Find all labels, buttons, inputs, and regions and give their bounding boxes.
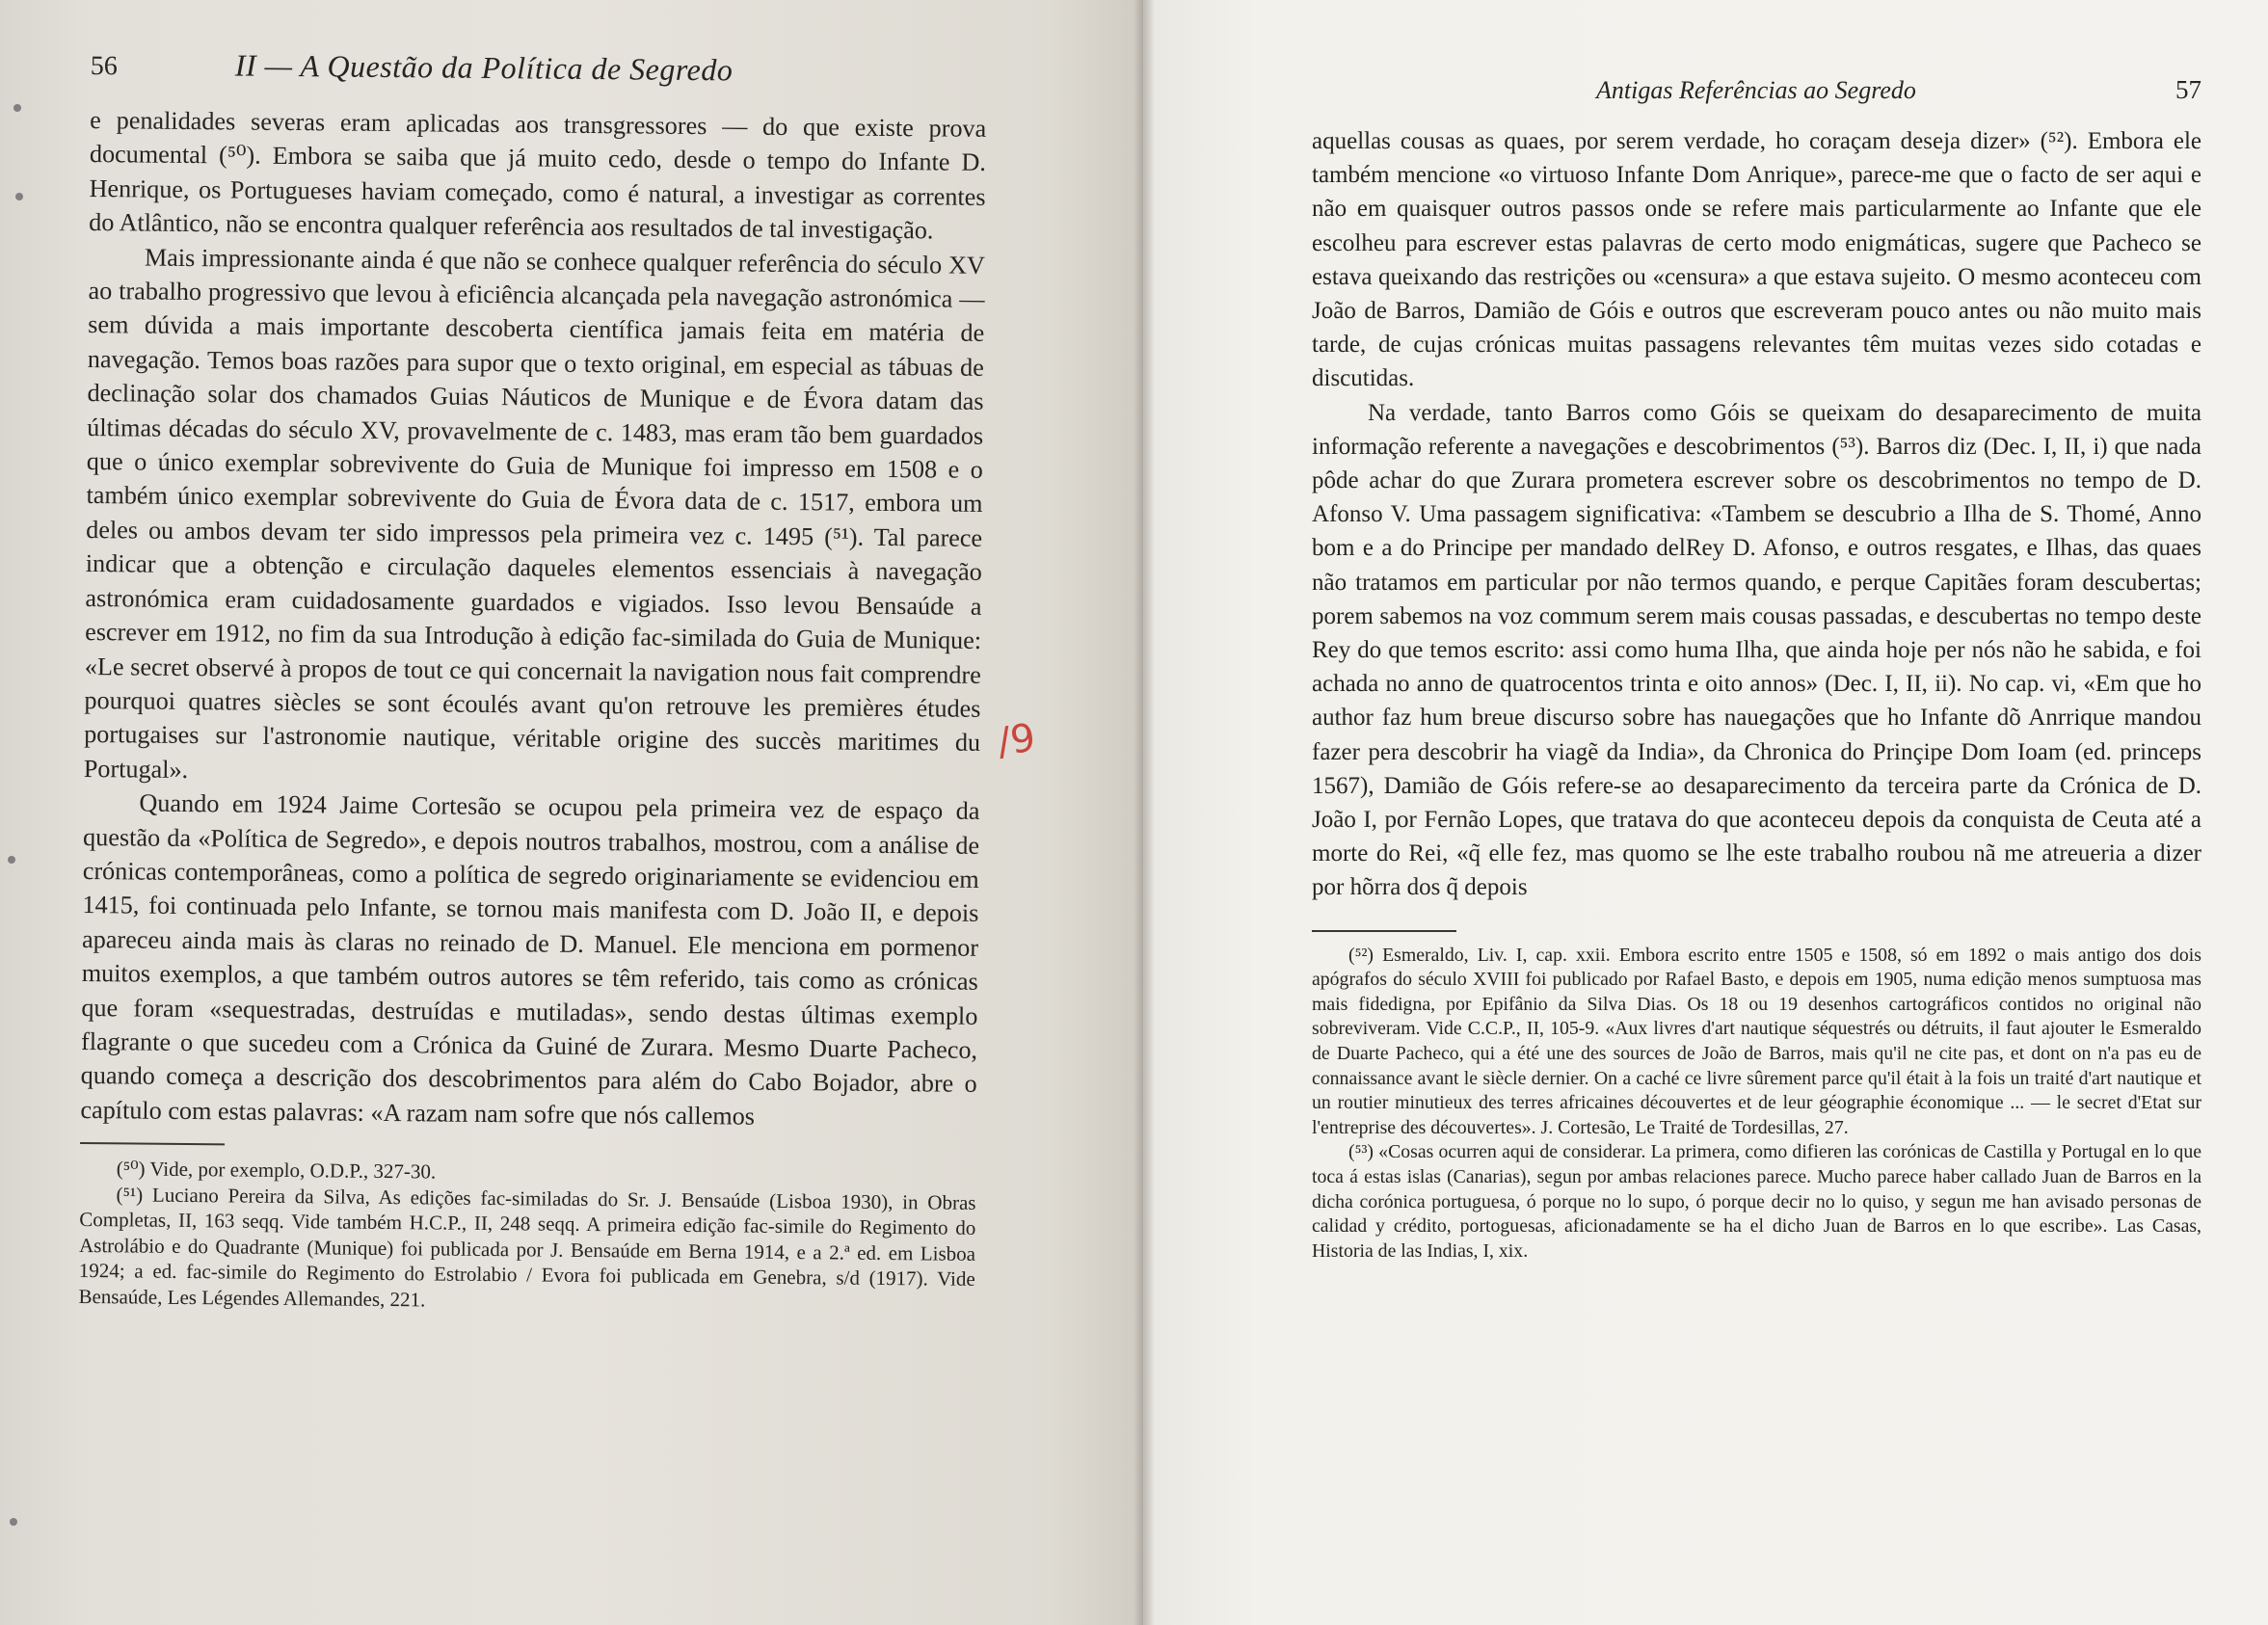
footnote-rule [1312,930,1456,932]
footnote: (⁵³) «Cosas ocurren aqui de considerar. La primera, como difieren las corónicas de Castilla y Portugal en lo que toca á estas islas (Canarias), segun por ambas relaciones parece. Mucho parece haber callado Juan de Barros en la dicha corónica portuguesa, ó porque no lo supo, ó porque decir no lo quiso, y segun me han avisado personas de calidad y crédito, portoguesas, aficionadamente se ha el dicho Juan de Barros en lo que escribe». Las Casas, Historia de las Indias, I, xix. [1312,1141,2201,1262]
paragraph: Quando em 1924 Jaime Cortesão se ocupou pela primeira vez de espaço da questão da «Política de Segredo», e depois noutros trabalhos, mostrou, com a análise de crónicas contemporâneas, como a política de segredo originariamente se evidenciou em 1415, foi continuada pelo Infante, se tornou mais manifesta com D. João II, e depois apareceu ainda mais às claras no reinado de D. Manuel. Ele menciona em pormenor muitos exemplos, a que também outros autores se têm referido, tais como as crónicas que foram «sequestradas, destruídas e mutiladas», sendo destas últimas exemplo flagrante o que sucedeu com a Crónica da Guiné de Zurara. Mesmo Duarte Pacheco, quando começa a descrição dos descobrimentos para além do Cabo Bojador, abre o capítulo com estas palavras: «A razam nam sofre que nós callemos [80,788,980,1131]
footnote: (⁵¹) Luciano Pereira da Silva, As edições fac-similadas do Sr. J. Bensaúde (Lisboa 1930), in Obras Completas, II, 163 seqq. Vide também H.C.P., II, 248 seqq. A primeira edição fac-simile do Regimento do Astrolábio e do Quadrante (Munique) foi publicada por J. Bensaúde em Berna 1914, e a 2.ª ed. em Lisboa 1924; a ed. fac-simile do Regimento do Estrolabio / Evora foi publicada em Genebra, s/d (1917). Vide Bensaúde, Les Légendes Allemandes, 221. [78,1182,976,1312]
handwritten-annotation: /9 [994,715,1038,765]
paragraph: e penalidades severas eram aplicadas aos transgressores — do que existe prova documental (⁵⁰). Embora se saiba que já muito cedo, desde o tempo do Infante D. Henrique, os Portugueses haviam começado, como é natural, a investigar as correntes do Atlântico, não se encontra qualquer referência aos resultados de tal investigação. [89,105,987,245]
book-gutter [1134,0,1155,1625]
paragraph: aquellas cousas as quaes, por serem verdade, ho coraçam deseja dizer» (⁵²). Embora ele também mencione «o virtuoso Infante Dom Anrique», parece-me que o facto de ser aqui e não em quaisquer outros passos onde se refere mais particularmente ao Infante que ele escolheu para escrever estas palavras de certo modo enigmáticas, sugere que Pacheco se estava queixando das restrições ou «censura» a que estava sujeito. O mesmo aconteceu com João de Barros, Damião de Góis e outros que escreveram pouco antes ou não muito mais tarde, de cujas crónicas muitas passagens relevantes têm muitas vezes sido cotadas e discutidas. [1312,128,2201,392]
page-number: 57 [2175,75,2201,104]
left-body-text [80,103,986,1135]
right-body-text [1312,124,2201,905]
footnote: (⁵²) Esmeraldo, Liv. I, cap. xxii. Embora escrito entre 1505 e 1508, só em 1892 o mais antigo dos dois apógrafos do século XVIII foi publicado por Rafael Basto, e depois em 1905, numa edição menos sumptuosa mas mais fidedigna, por Epifânio da Silva Dias. Os 18 ou 19 desenhos cartográficos contidos no original não sobreviveram. Vide C.C.P., II, 105-9. «Aux livres d'art nautique séquestrés ou détruits, il faut ajouter le Esmeraldo de Duarte Pacheco, qui a été une des sources de João de Barros, mais qu'il ne cite pas, et dont on n'a pas eu de connaissance avant le siècle dernier. On a caché ce livre sûrement parce qu'il était à la fois un traité d'art nautique et un routier minutieux des terres africaines découvertes et de leur géographie économique ... — le secret d'Etat sur l'entreprise des découvertes». J. Cortesão, Le Traité de Tordesillas, 27. [1312,944,2201,1138]
running-head: II — A Questão da Política de Segredo [234,47,734,88]
right-page-content [1312,75,2201,1264]
left-footnotes [78,1156,975,1318]
running-head: Antigas Referências ao Segredo [1596,76,1916,104]
right-footnotes [1312,944,2201,1265]
scan-speck [10,1518,17,1526]
paragraph: Na verdade, tanto Barros como Góis se queixam do desaparecimento de muita informação referente a navegações e descobrimentos (⁵³). Barros diz (Dec. I, II, i) que nada pôde achar do que Zurara prometera escrever sobre os descobrimentos no tempo de D. Afonso V. Uma passagem significativa: «Tambem se descubrio a Ilha de S. Thomé, Anno bom e a do Principe per mandado delRey D. Afonso, e outros resgates, e Ilhas, das quaes não tratamos em particular por não termos quando, e perque Capitães foram descubertas; porem sabemos na voz commum serem mais cousas passadas, e descubertas no tempo deste Rey do que temos escrito: assi como huma Ilha, que ainda hoje per nós não he sabida, e foi achada no anno de quatrocentos trinta e oito annos» (Dec. I, II, ii). No cap. vi, «Em que ho author faz hum breue discurso sobre has nauegações que ho Infante dõ Anrrique mandou fazer pera descobrir ha viagẽ da India», da Chronica do Prinçipe Dom Ioam (ed. princeps 1567), Damião de Góis refere-se ao desaparecimento da terceira parte da Crónica de D. João I, por Fernão Lopes, que tratava do que aconteceu depois da conquista de Ceuta até a morte do Rei, «q̃ elle fez, mas quomo se lhe este trabalho roubou nã me atreueria a dizer por hõrra dos q̃ depois [1312,399,2201,901]
left-page-content [78,46,987,1318]
page-number: 56 [90,50,118,82]
footnote: (⁵⁰) Vide, por exemplo, O.D.P., 327-30. [116,1157,437,1184]
paragraph: Mais impressionante ainda é que não se conhece qualquer referência do século XV ao trabalho progressivo que levou à eficiência alcançada pela navegação astronómica — sem dúvida a mais importante descoberta científica jamais feita em matéria de navegação. Temos boas razões para supor que o texto original, em especial as tábuas de declinação solar dos chamados Guias Náuticos de Munique e de Évora datam das últimas décadas do século XV, provavelmente de c. 1483, mas eram tão bem guardados que o único exemplar sobrevivente do Guia de Munique foi impresso em 1508 e o também único exemplar sobrevivente do Guia de Évora data de c. 1517, embora um deles ou ambos devam ter sido impressos pela primeira vez c. 1495 (⁵¹). Tal parece indicar que a obtenção e circulação daqueles elementos essenciais à navegação astronómica eram cuidadosamente guardados e vigiados. Isso levou Bensaúde a escrever em 1912, no fim da sua Introdução à edição fac-similada do Guia de Munique: «Le secret observé à propos de tout ce qui concernait la navigation nous fait comprendre pourquoi quatres siècles se sont écoulés avant qu'on retrouve les premières études portugaises sur l'astronomie nautique, véritable origine des succès maritimes du Portugal». [83,243,986,784]
left-page-header [91,46,987,91]
footnote-rule [80,1142,225,1145]
right-page [1143,0,2268,1625]
scan-speck [13,104,21,112]
scan-speck [8,856,15,864]
scan-speck [15,193,23,200]
right-page-header [1312,75,2201,105]
